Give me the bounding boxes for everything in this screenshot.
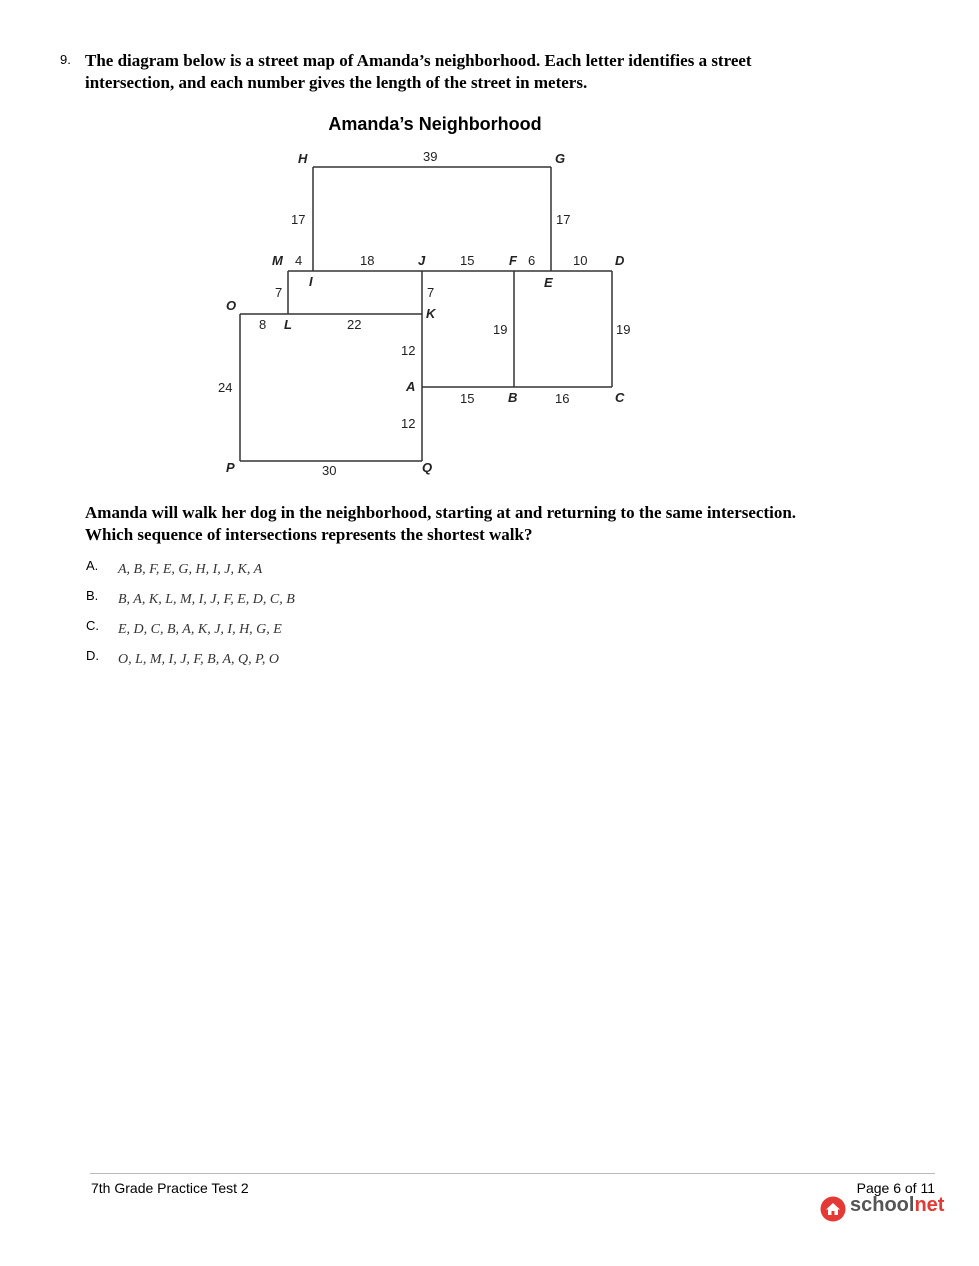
logo-text — [850, 1194, 944, 1217]
length-op: 24 — [218, 380, 233, 395]
point-C: C — [615, 390, 625, 405]
length-jk: 7 — [427, 285, 435, 300]
diagram-title: Amanda’s Neighborhood — [328, 114, 542, 134]
footer-test-name: 7th Grade Practice Test 2 — [91, 1180, 249, 1196]
length-ed: 10 — [573, 253, 588, 268]
point-D: D — [615, 253, 625, 268]
length-fb: 19 — [493, 322, 508, 337]
choice-label: C. — [86, 618, 99, 633]
length-fe: 6 — [528, 253, 536, 268]
choice-text: O, L, M, I, J, F, B, A, Q, P, O — [118, 652, 279, 667]
length-lk: 22 — [347, 317, 362, 332]
question-prompt: Amanda will walk her dog in the neighborhood, starting at and returning to the same intersection. Which sequence of intersections represents the shortest walk? — [85, 503, 797, 544]
choice-text: A, B, F, E, G, H, I, J, K, A — [118, 562, 263, 577]
point-Q: Q — [422, 460, 433, 475]
question-number: 9. — [60, 52, 71, 67]
footer-page-number: Page 6 of 11 — [856, 1180, 935, 1196]
point-F: F — [509, 253, 517, 268]
length-jf: 15 — [460, 253, 475, 268]
house-icon — [820, 1196, 846, 1222]
logo-text-school: school — [850, 1194, 915, 1216]
point-L: L — [284, 317, 292, 332]
length-dc: 19 — [616, 322, 631, 337]
length-bc: 16 — [555, 391, 570, 406]
point-K: K — [426, 306, 436, 321]
point-A: A — [406, 379, 416, 394]
choice-label: D. — [86, 648, 99, 663]
length-ol: 8 — [259, 317, 267, 332]
point-G: G — [555, 151, 566, 166]
length-pq: 30 — [322, 463, 337, 478]
length-ab: 15 — [460, 391, 475, 406]
length-hi: 17 — [291, 212, 306, 227]
choice-label: B. — [86, 588, 99, 603]
choice-text: E, D, C, B, A, K, J, I, H, G, E — [118, 622, 282, 637]
point-I: I — [309, 274, 313, 289]
length-hg: 39 — [423, 149, 438, 164]
length-ml: 7 — [275, 285, 283, 300]
length-aq: 12 — [401, 416, 416, 431]
point-J: J — [418, 253, 426, 268]
logo-text-net: net — [914, 1194, 945, 1216]
point-E: E — [544, 275, 553, 290]
choice-label: A. — [86, 558, 99, 573]
point-H: H — [298, 151, 308, 166]
point-M: M — [272, 253, 283, 268]
point-O: O — [226, 298, 237, 313]
point-P: P — [226, 460, 235, 475]
point-B: B — [508, 390, 518, 405]
length-ij: 18 — [360, 253, 375, 268]
question-stem: The diagram below is a street map of Amanda’s neighborhood. Each letter identifies a street intersection, and each number gives the length of the street in meters. — [85, 51, 752, 92]
choice-text: B, A, K, L, M, I, J, F, E, D, C, B — [118, 592, 295, 607]
length-mi: 4 — [295, 253, 303, 268]
length-ge: 17 — [556, 212, 571, 227]
footer-divider — [90, 1173, 935, 1174]
length-ka: 12 — [401, 343, 416, 358]
